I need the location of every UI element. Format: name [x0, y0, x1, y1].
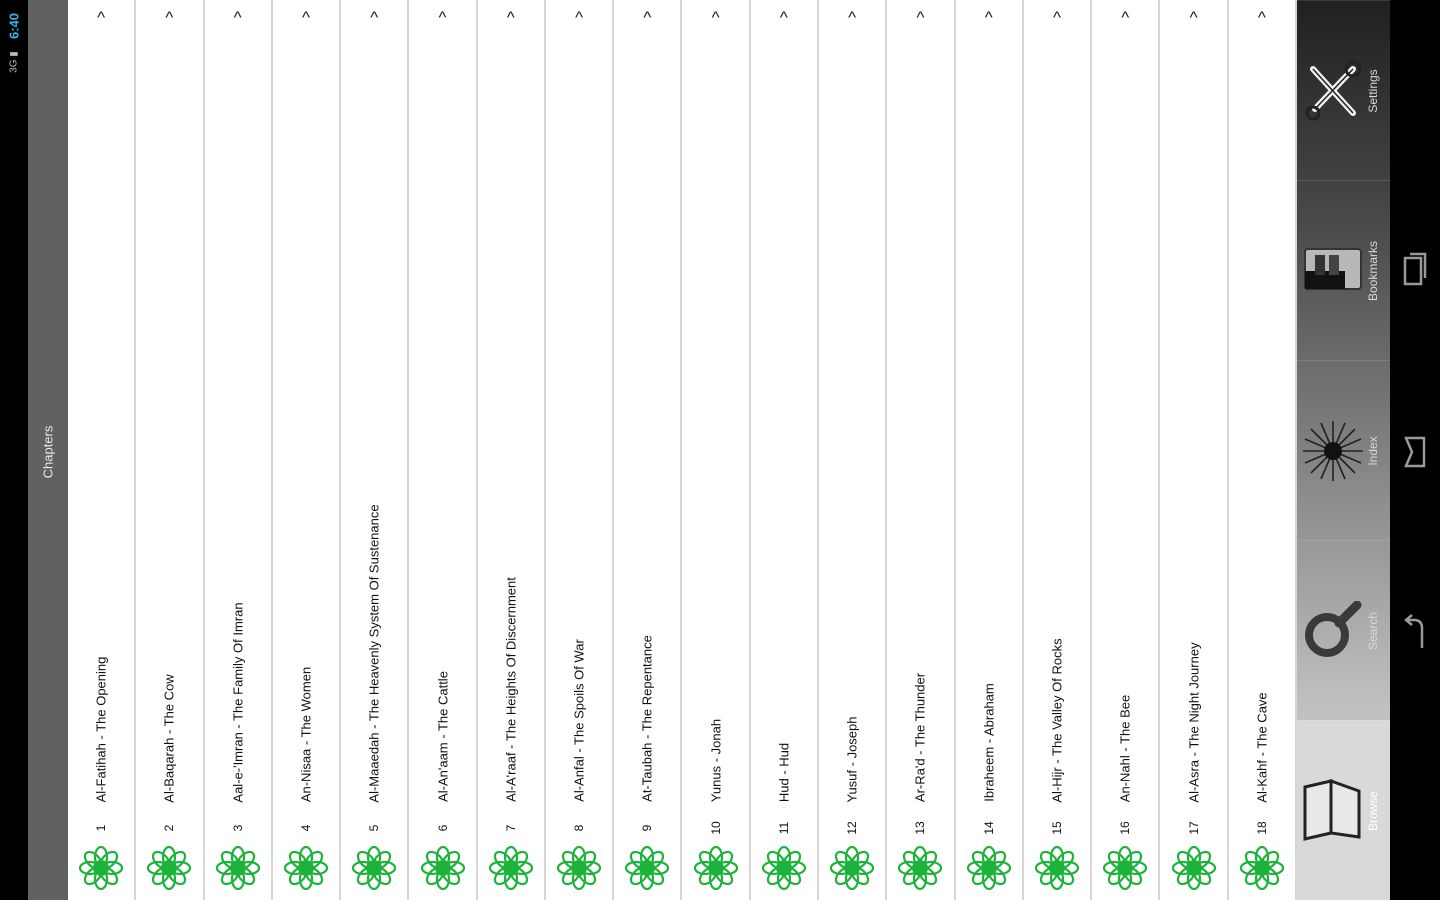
search-icon: [1301, 601, 1365, 665]
green-star-icon: [1103, 846, 1147, 890]
chapter-row[interactable]: [68, 0, 136, 900]
green-star-icon: [967, 846, 1011, 890]
system-nav-bar: [1390, 0, 1440, 900]
tab-bar: [1297, 0, 1390, 900]
chapter-number: 1: [94, 824, 109, 832]
chapter-number: 7: [503, 824, 518, 832]
chevron-up-icon[interactable]: ^: [984, 8, 993, 27]
tab-search[interactable]: [1297, 540, 1390, 720]
chapter-row[interactable]: [1024, 0, 1092, 900]
green-star-icon: [79, 846, 123, 890]
chapter-row[interactable]: [614, 0, 682, 900]
chapter-row[interactable]: [751, 0, 819, 900]
chapter-number: 15: [1050, 821, 1064, 835]
action-bar: [28, 0, 68, 900]
chapter-title: Yusuf - Joseph: [844, 716, 860, 802]
chapter-title: Hud - Hud: [776, 742, 792, 803]
chevron-up-icon[interactable]: ^: [97, 8, 106, 27]
green-star-icon: [352, 846, 396, 890]
chapter-number: 14: [981, 821, 996, 835]
chapter-row[interactable]: [1229, 0, 1297, 900]
chapter-row[interactable]: [1160, 0, 1228, 900]
chevron-up-icon[interactable]: ^: [1257, 8, 1266, 27]
chapter-number: 2: [162, 824, 177, 832]
chapter-number: 10: [708, 821, 723, 835]
back-icon[interactable]: [1402, 614, 1428, 654]
green-star-icon: [147, 846, 191, 890]
chapter-number: 5: [367, 824, 382, 832]
bookmark-icon: [1301, 241, 1365, 305]
chapter-row[interactable]: [341, 0, 409, 900]
chapter-number: 17: [1186, 821, 1201, 835]
chapter-title: Al-Baqarah - The Cow: [161, 673, 177, 803]
chevron-up-icon[interactable]: ^: [575, 8, 584, 27]
tab-settings[interactable]: [1297, 0, 1390, 180]
chapter-row[interactable]: [683, 0, 751, 900]
chevron-up-icon[interactable]: ^: [711, 8, 720, 27]
chapter-title: At-Taubah - The Repentance: [639, 635, 655, 802]
home-icon[interactable]: [1402, 432, 1428, 472]
green-star-icon: [489, 846, 533, 890]
chapter-title: Al-Asra - The Night Journey: [1186, 641, 1202, 803]
chevron-up-icon[interactable]: ^: [848, 8, 857, 27]
tab-index-label: Index: [1366, 436, 1380, 466]
chapter-number: 6: [435, 824, 450, 832]
chapter-row[interactable]: [956, 0, 1024, 900]
green-star-icon: [1172, 846, 1216, 890]
chapter-number: 12: [845, 821, 860, 835]
chapter-title: Aal-e-'Imran - The Family Of Imran: [230, 601, 246, 803]
chapter-row[interactable]: [409, 0, 477, 900]
green-star-icon: [216, 846, 260, 890]
signal-battery-icon: 3G ▮: [8, 51, 20, 73]
chapter-title: Al-Fatihah - The Opening: [93, 656, 109, 802]
chapter-title: Al-Kahf - The Cave: [1254, 691, 1270, 803]
settings-tools-icon: [1301, 59, 1365, 123]
chevron-up-icon[interactable]: ^: [165, 8, 174, 27]
chapter-number: 11: [776, 821, 791, 835]
chapter-title: Ibraheem - Abraham: [981, 683, 997, 802]
tab-browse[interactable]: [1297, 720, 1390, 900]
tab-index[interactable]: [1297, 360, 1390, 540]
chevron-up-icon[interactable]: ^: [506, 8, 515, 27]
chevron-up-icon[interactable]: ^: [916, 8, 925, 27]
chevron-up-icon[interactable]: ^: [233, 8, 242, 27]
chevron-up-icon[interactable]: ^: [643, 8, 652, 27]
chapter-row[interactable]: [887, 0, 955, 900]
chevron-up-icon[interactable]: ^: [370, 8, 379, 27]
tab-bookmarks-label: Bookmarks: [1366, 240, 1380, 302]
chapter-number: 3: [230, 824, 245, 832]
chapter-row[interactable]: [273, 0, 341, 900]
chapter-row[interactable]: [205, 0, 273, 900]
chapter-title: Al-Anfal - The Spoils Of War: [571, 639, 587, 802]
tab-search-label: Search: [1366, 611, 1380, 651]
chapter-list[interactable]: [68, 0, 1297, 900]
status-bar: [0, 0, 28, 900]
chapter-row[interactable]: [819, 0, 887, 900]
chapter-number: 4: [298, 824, 313, 832]
chapter-row[interactable]: [1092, 0, 1160, 900]
tab-settings-label: Settings: [1366, 69, 1380, 113]
green-star-icon: [421, 846, 465, 890]
open-book-icon: [1301, 777, 1365, 841]
chevron-up-icon[interactable]: ^: [1189, 8, 1198, 27]
chevron-up-icon[interactable]: ^: [1053, 8, 1061, 27]
chapter-title: Al-A'raaf - The Heights Of Discernment: [503, 577, 519, 802]
index-burst-icon: [1301, 419, 1365, 483]
chapter-row[interactable]: [136, 0, 204, 900]
green-star-icon: [898, 846, 942, 890]
chapter-row[interactable]: [546, 0, 614, 900]
chapter-number: 9: [640, 824, 655, 832]
chapter-title: An-Nahl - The Bee: [1117, 694, 1133, 803]
green-star-icon: [284, 846, 328, 890]
recent-apps-icon[interactable]: [1402, 248, 1428, 288]
page-title: Chapters: [40, 425, 56, 479]
green-star-icon: [762, 846, 806, 890]
chevron-up-icon[interactable]: ^: [301, 8, 310, 27]
chapter-row[interactable]: [478, 0, 546, 900]
green-star-icon: [1035, 846, 1079, 890]
chapter-number: 8: [572, 824, 587, 832]
chapter-number: 16: [1118, 821, 1133, 835]
green-star-icon: [557, 846, 601, 890]
chevron-up-icon[interactable]: ^: [1121, 8, 1130, 27]
chapter-title: Al-Hijr - The Valley Of Rocks: [1049, 637, 1065, 803]
chevron-up-icon[interactable]: ^: [438, 8, 447, 27]
chapter-title: Al-Maaedah - The Heavenly System Of Sustenance: [366, 503, 382, 803]
tab-bookmarks[interactable]: [1297, 180, 1390, 360]
chapter-title: Yunus - Jonah: [708, 718, 724, 803]
chapter-title: Ar-Ra'd - The Thunder: [912, 672, 928, 803]
chapter-title: Al-An'aam - The Cattle: [435, 671, 450, 802]
green-star-icon: [830, 846, 874, 890]
chapter-number: 13: [913, 821, 928, 835]
green-star-icon: [1240, 846, 1284, 890]
chapter-title: An-Nisaa - The Women: [298, 666, 314, 803]
green-star-icon: [625, 846, 669, 890]
tab-browse-label: Browse: [1366, 790, 1380, 832]
chevron-up-icon[interactable]: ^: [779, 8, 788, 27]
green-star-icon: [694, 846, 738, 890]
chapter-number: 18: [1254, 821, 1269, 835]
status-time: 6:40: [6, 12, 22, 40]
